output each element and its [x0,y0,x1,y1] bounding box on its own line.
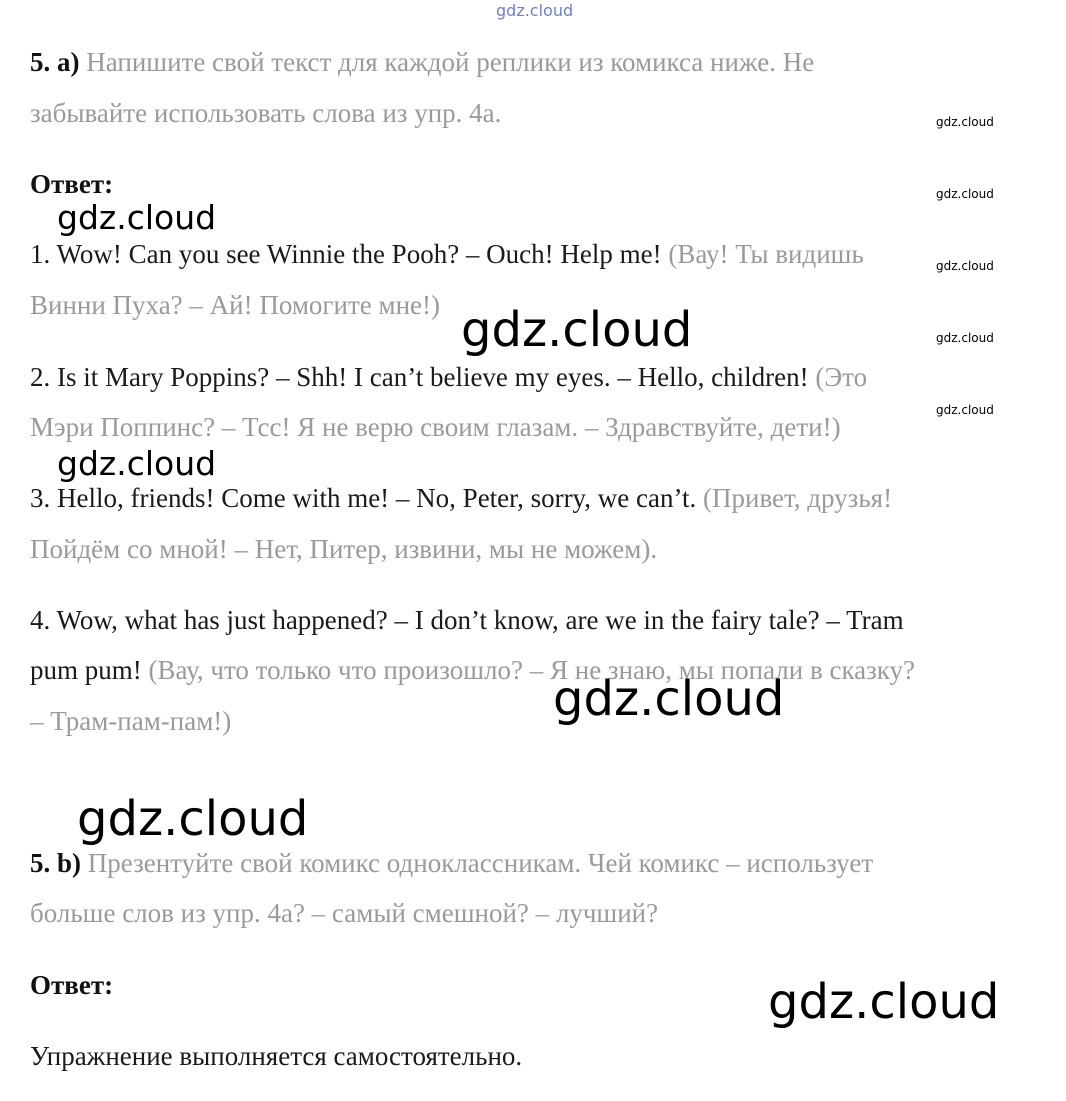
answer-b-text: Упражнение выполняется самостоятельно. [30,1041,523,1071]
answer-2-english: 2. Is it Mary Poppins? – Shh! I can’t believe my eyes. – Hello, children! [30,362,809,392]
answer-3-line-2: Пойдём со мной! – Нет, Питер, извини, мы не можем). [30,534,658,564]
exercise-a-number: 5. a) [30,47,80,77]
watermark-small-4: gdz.cloud [936,331,994,345]
answer-3-line-1 [30,482,892,514]
exercise-b-instruction-2: больше слов из упр. 4а? – самый смешной? – лучший? [30,898,659,928]
watermark-large-4: gdz.cloud [768,974,1000,1030]
watermark-medium-1: gdz.cloud [57,198,217,237]
answer-1-line-2: Винни Пуха? – Ай! Помогите мне!) [30,290,440,320]
answer-1-line-1 [30,238,864,270]
watermark-large-1: gdz.cloud [461,302,693,358]
answer-2-line-2: Мэри Поппинс? – Тсс! Я не верю своим глазам. – Здравствуйте, дети!) [30,412,841,442]
exercise-b-instruction-1: Презентуйте свой комикс одноклассникам. Чей комикс – использует [87,848,874,878]
answer-label-b: Ответ: [30,970,114,1000]
answer-3-english: 3. Hello, friends! Come with me! – No, Peter, sorry, we can’t. [30,483,697,513]
answer-4-english-end: pum pum! [30,655,142,685]
exercise-a-instruction-1: Напишите свой текст для каждой реплики из комикса ниже. Не [86,47,815,77]
watermark-small-5: gdz.cloud [936,403,994,417]
watermark-small-1: gdz.cloud [936,115,994,129]
exercise-b-number: 5. b) [30,848,82,878]
answer-label-a: Ответ: [30,169,114,199]
answer-4-russian-start: (Вау, что только что произошло? – Я не знаю, мы попали в сказку? [141,655,916,685]
exercise-a-instruction-2: забывайте использовать слова из упр. 4а. [30,98,502,128]
exercise-b-line-1 [30,847,873,879]
watermark-large-3: gdz.cloud [77,791,309,847]
answer-4-line-3: – Трам-пам-пам!) [30,706,232,736]
answer-1-russian-start: (Вау! Ты видишь [661,239,864,269]
answer-1-english: 1. Wow! Can you see Winnie the Pooh? – Ouch! Help me! [30,239,662,269]
answer-3-russian-start: (Привет, друзья! [696,483,893,513]
watermark-medium-2: gdz.cloud [57,444,217,483]
watermark-small-2: gdz.cloud [936,187,994,201]
watermark-small-3: gdz.cloud [936,259,994,273]
exercise-a-line-1 [30,46,814,78]
answer-4-line-1: 4. Wow, what has just happened? – I don’t know, are we in the fairy tale? – Tram [30,605,904,635]
answer-2-line-1 [30,361,867,393]
answer-2-russian-start: (Это [808,362,868,392]
watermark-large-2: gdz.cloud [553,671,785,727]
watermark-top: gdz.cloud [496,1,574,20]
